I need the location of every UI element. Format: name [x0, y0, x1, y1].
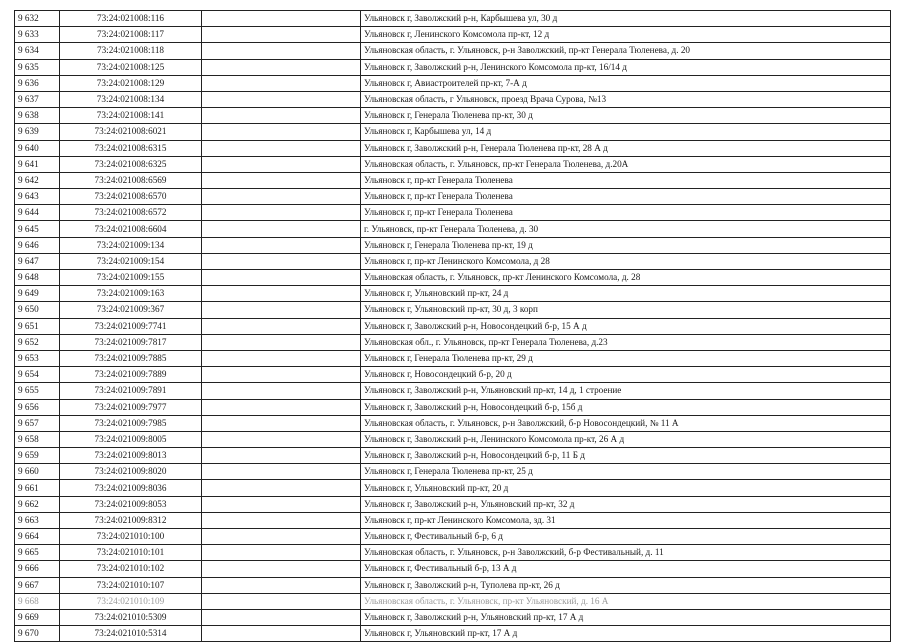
row-number-cell: 9 657 [15, 415, 60, 431]
table-row [15, 512, 891, 528]
cadastral-number-cell: 73:24:021009:7985 [60, 415, 202, 431]
table-row [15, 75, 891, 91]
empty-cell [202, 415, 361, 431]
empty-cell [202, 545, 361, 561]
row-number-cell: 9 653 [15, 350, 60, 366]
table-row [15, 237, 891, 253]
empty-cell [202, 59, 361, 75]
cadastral-number-cell: 73:24:021009:7889 [60, 367, 202, 383]
cadastral-number-cell: 73:24:021009:134 [60, 237, 202, 253]
cadastral-number-cell: 73:24:021008:6315 [60, 140, 202, 156]
empty-cell [202, 529, 361, 545]
empty-cell [202, 334, 361, 350]
row-number-cell: 9 644 [15, 205, 60, 221]
cadastral-number-cell: 73:24:021010:5309 [60, 609, 202, 625]
row-number-cell: 9 651 [15, 318, 60, 334]
address-cell: Ульяновск г, Заволжский р-н, Ленинского Комсомола пр-кт, 16/14 д [361, 59, 891, 75]
cadastral-number-cell: 73:24:021009:7741 [60, 318, 202, 334]
address-cell: Ульяновск г, Генерала Тюленева пр-кт, 30 д [361, 108, 891, 124]
empty-cell [202, 43, 361, 59]
address-cell: Ульяновск г, Авиастроителей пр-кт, 7-А д [361, 75, 891, 91]
empty-cell [202, 237, 361, 253]
address-cell: Ульяновск г, Заволжский р-н, Ульяновский пр-кт, 32 д [361, 496, 891, 512]
empty-cell [202, 367, 361, 383]
cadastral-number-cell: 73:24:021008:129 [60, 75, 202, 91]
cadastral-number-cell: 73:24:021008:116 [60, 11, 202, 27]
table-row [15, 448, 891, 464]
table-row [15, 593, 891, 609]
empty-cell [202, 448, 361, 464]
row-number-cell: 9 635 [15, 59, 60, 75]
address-cell: Ульяновская область, г. Ульяновск, р-н Заволжский, б-р Фестивальный, д. 11 [361, 545, 891, 561]
row-number-cell: 9 654 [15, 367, 60, 383]
row-number-cell: 9 650 [15, 302, 60, 318]
row-number-cell: 9 646 [15, 237, 60, 253]
table-row [15, 350, 891, 366]
row-number-cell: 9 645 [15, 221, 60, 237]
empty-cell [202, 75, 361, 91]
row-number-cell: 9 641 [15, 156, 60, 172]
row-number-cell: 9 639 [15, 124, 60, 140]
empty-cell [202, 124, 361, 140]
cadastral-number-cell: 73:24:021008:141 [60, 108, 202, 124]
address-cell: Ульяновск г, пр-кт Ленинского Комсомола, д 28 [361, 253, 891, 269]
table-row [15, 415, 891, 431]
empty-cell [202, 399, 361, 415]
table-row [15, 221, 891, 237]
row-number-cell: 9 668 [15, 593, 60, 609]
address-cell: Ульяновск г, пр-кт Генерала Тюленева [361, 189, 891, 205]
cadastral-number-cell: 73:24:021008:6325 [60, 156, 202, 172]
row-number-cell: 9 632 [15, 11, 60, 27]
cadastral-number-cell: 73:24:021008:118 [60, 43, 202, 59]
empty-cell [202, 91, 361, 107]
table-row [15, 124, 891, 140]
row-number-cell: 9 640 [15, 140, 60, 156]
address-cell: Ульяновск г, пр-кт Ленинского Комсомола, зд. 31 [361, 512, 891, 528]
cadastral-number-cell: 73:24:021009:154 [60, 253, 202, 269]
table-row [15, 609, 891, 625]
cadastral-number-cell: 73:24:021008:6604 [60, 221, 202, 237]
address-cell: Ульяновск г, Ульяновский пр-кт, 24 д [361, 286, 891, 302]
row-number-cell: 9 634 [15, 43, 60, 59]
empty-cell [202, 383, 361, 399]
empty-cell [202, 561, 361, 577]
table-row [15, 108, 891, 124]
cadastral-number-cell: 73:24:021010:5314 [60, 626, 202, 642]
empty-cell [202, 512, 361, 528]
cadastral-number-cell: 73:24:021009:8312 [60, 512, 202, 528]
table-row [15, 577, 891, 593]
empty-cell [202, 253, 361, 269]
address-cell: Ульяновск г, Генерала Тюленева пр-кт, 25 д [361, 464, 891, 480]
empty-cell [202, 496, 361, 512]
address-cell: Ульяновск г, Генерала Тюленева пр-кт, 29 д [361, 350, 891, 366]
row-number-cell: 9 642 [15, 172, 60, 188]
empty-cell [202, 318, 361, 334]
cadastral-number-cell: 73:24:021009:8020 [60, 464, 202, 480]
empty-cell [202, 464, 361, 480]
row-number-cell: 9 663 [15, 512, 60, 528]
cadastral-number-cell: 73:24:021008:125 [60, 59, 202, 75]
table-row [15, 431, 891, 447]
empty-cell [202, 286, 361, 302]
row-number-cell: 9 637 [15, 91, 60, 107]
address-cell: Ульяновск г, Заволжский р-н, Ульяновский пр-кт, 14 д, 1 строение [361, 383, 891, 399]
address-cell: Ульяновск г, Заволжский р-н, Ульяновский пр-кт, 17 А д [361, 609, 891, 625]
table-body [15, 11, 891, 642]
row-number-cell: 9 636 [15, 75, 60, 91]
cadastral-number-cell: 73:24:021009:7817 [60, 334, 202, 350]
address-cell: Ульяновская область, г Ульяновск, проезд Врача Сурова, №13 [361, 91, 891, 107]
cadastral-number-cell: 73:24:021010:107 [60, 577, 202, 593]
table-row [15, 205, 891, 221]
cadastral-number-cell: 73:24:021009:8053 [60, 496, 202, 512]
address-cell: Ульяновск г, Заволжский р-н, Ленинского Комсомола пр-кт, 26 А д [361, 431, 891, 447]
address-cell: Ульяновская область, г. Ульяновск, пр-кт Ульяновский, д. 16 А [361, 593, 891, 609]
empty-cell [202, 431, 361, 447]
row-number-cell: 9 655 [15, 383, 60, 399]
table-row [15, 59, 891, 75]
cadastral-register-table [14, 10, 891, 642]
address-cell: Ульяновск г, Заволжский р-н, Новосондецкий б-р, 15б д [361, 399, 891, 415]
cadastral-number-cell: 73:24:021008:117 [60, 27, 202, 43]
empty-cell [202, 626, 361, 642]
cadastral-number-cell: 73:24:021009:163 [60, 286, 202, 302]
row-number-cell: 9 649 [15, 286, 60, 302]
address-cell: Ульяновск г, пр-кт Генерала Тюленева [361, 172, 891, 188]
address-cell: Ульяновск г, Генерала Тюленева пр-кт, 19 д [361, 237, 891, 253]
cadastral-number-cell: 73:24:021008:134 [60, 91, 202, 107]
cadastral-number-cell: 73:24:021008:6570 [60, 189, 202, 205]
cadastral-number-cell: 73:24:021009:155 [60, 270, 202, 286]
empty-cell [202, 609, 361, 625]
row-number-cell: 9 659 [15, 448, 60, 464]
empty-cell [202, 172, 361, 188]
empty-cell [202, 221, 361, 237]
table-row [15, 561, 891, 577]
table-row [15, 626, 891, 642]
address-cell: Ульяновск г, Заволжский р-н, Туполева пр-кт, 26 д [361, 577, 891, 593]
table-row [15, 480, 891, 496]
cadastral-number-cell: 73:24:021009:367 [60, 302, 202, 318]
table-row [15, 189, 891, 205]
address-cell: Ульяновская область, г. Ульяновск, пр-кт Генерала Тюленева, д.20А [361, 156, 891, 172]
cadastral-number-cell: 73:24:021008:6572 [60, 205, 202, 221]
address-cell: Ульяновская область, г. Ульяновск, р-н Заволжский, пр-кт Генерала Тюленева, д. 20 [361, 43, 891, 59]
row-number-cell: 9 647 [15, 253, 60, 269]
address-cell: Ульяновск г, пр-кт Генерала Тюленева [361, 205, 891, 221]
row-number-cell: 9 656 [15, 399, 60, 415]
row-number-cell: 9 633 [15, 27, 60, 43]
row-number-cell: 9 664 [15, 529, 60, 545]
row-number-cell: 9 638 [15, 108, 60, 124]
cadastral-number-cell: 73:24:021009:7885 [60, 350, 202, 366]
cadastral-number-cell: 73:24:021009:7977 [60, 399, 202, 415]
cadastral-number-cell: 73:24:021010:100 [60, 529, 202, 545]
address-cell: Ульяновск г, Ленинского Комсомола пр-кт, 12 д [361, 27, 891, 43]
cadastral-number-cell: 73:24:021009:7891 [60, 383, 202, 399]
address-cell: Ульяновск г, Карбышева ул, 14 д [361, 124, 891, 140]
empty-cell [202, 480, 361, 496]
table-row [15, 529, 891, 545]
address-cell: г. Ульяновск, пр-кт Генерала Тюленева, д. 30 [361, 221, 891, 237]
address-cell: Ульяновск г, Заволжский р-н, Новосондецкий б-р, 15 А д [361, 318, 891, 334]
row-number-cell: 9 665 [15, 545, 60, 561]
empty-cell [202, 577, 361, 593]
address-cell: Ульяновск г, Заволжский р-н, Новосондецкий б-р, 11 Б д [361, 448, 891, 464]
cadastral-number-cell: 73:24:021010:101 [60, 545, 202, 561]
table-row [15, 334, 891, 350]
cadastral-number-cell: 73:24:021009:8013 [60, 448, 202, 464]
empty-cell [202, 156, 361, 172]
table-row [15, 302, 891, 318]
row-number-cell: 9 669 [15, 609, 60, 625]
table-row [15, 367, 891, 383]
address-cell: Ульяновская обл., г. Ульяновск, пр-кт Генерала Тюленева, д.23 [361, 334, 891, 350]
row-number-cell: 9 652 [15, 334, 60, 350]
row-number-cell: 9 666 [15, 561, 60, 577]
address-cell: Ульяновск г, Ульяновский пр-кт, 17 А д [361, 626, 891, 642]
table-row [15, 270, 891, 286]
table-row [15, 496, 891, 512]
row-number-cell: 9 643 [15, 189, 60, 205]
cadastral-number-cell: 73:24:021009:8036 [60, 480, 202, 496]
row-number-cell: 9 648 [15, 270, 60, 286]
row-number-cell: 9 660 [15, 464, 60, 480]
address-cell: Ульяновск г, Фестивальный б-р, 6 д [361, 529, 891, 545]
empty-cell [202, 350, 361, 366]
table-row [15, 464, 891, 480]
address-cell: Ульяновск г, Ульяновский пр-кт, 20 д [361, 480, 891, 496]
table-row [15, 383, 891, 399]
table-row [15, 43, 891, 59]
empty-cell [202, 270, 361, 286]
empty-cell [202, 11, 361, 27]
table-row [15, 91, 891, 107]
cadastral-number-cell: 73:24:021010:109 [60, 593, 202, 609]
table-row [15, 318, 891, 334]
table-row [15, 140, 891, 156]
empty-cell [202, 140, 361, 156]
address-cell: Ульяновск г, Заволжский р-н, Карбышева ул, 30 д [361, 11, 891, 27]
table-row [15, 545, 891, 561]
table-row [15, 172, 891, 188]
empty-cell [202, 205, 361, 221]
table-row [15, 286, 891, 302]
empty-cell [202, 593, 361, 609]
row-number-cell: 9 661 [15, 480, 60, 496]
cadastral-number-cell: 73:24:021008:6021 [60, 124, 202, 140]
cadastral-number-cell: 73:24:021010:102 [60, 561, 202, 577]
table-row [15, 253, 891, 269]
table-row [15, 156, 891, 172]
row-number-cell: 9 667 [15, 577, 60, 593]
address-cell: Ульяновская область, г. Ульяновск, р-н Заволжский, б-р Новосондецкий, № 11 А [361, 415, 891, 431]
cadastral-number-cell: 73:24:021008:6569 [60, 172, 202, 188]
empty-cell [202, 27, 361, 43]
table-row [15, 11, 891, 27]
address-cell: Ульяновск г, Ульяновский пр-кт, 30 д, 3 корп [361, 302, 891, 318]
table-row [15, 399, 891, 415]
table-row [15, 27, 891, 43]
address-cell: Ульяновск г, Фестивальный б-р, 13 А д [361, 561, 891, 577]
address-cell: Ульяновская область, г. Ульяновск, пр-кт Ленинского Комсомола, д. 28 [361, 270, 891, 286]
row-number-cell: 9 658 [15, 431, 60, 447]
cadastral-number-cell: 73:24:021009:8005 [60, 431, 202, 447]
address-cell: Ульяновск г, Новосондецкий б-р, 20 д [361, 367, 891, 383]
row-number-cell: 9 662 [15, 496, 60, 512]
empty-cell [202, 189, 361, 205]
address-cell: Ульяновск г, Заволжский р-н, Генерала Тюленева пр-кт, 28 А д [361, 140, 891, 156]
empty-cell [202, 302, 361, 318]
empty-cell [202, 108, 361, 124]
row-number-cell: 9 670 [15, 626, 60, 642]
